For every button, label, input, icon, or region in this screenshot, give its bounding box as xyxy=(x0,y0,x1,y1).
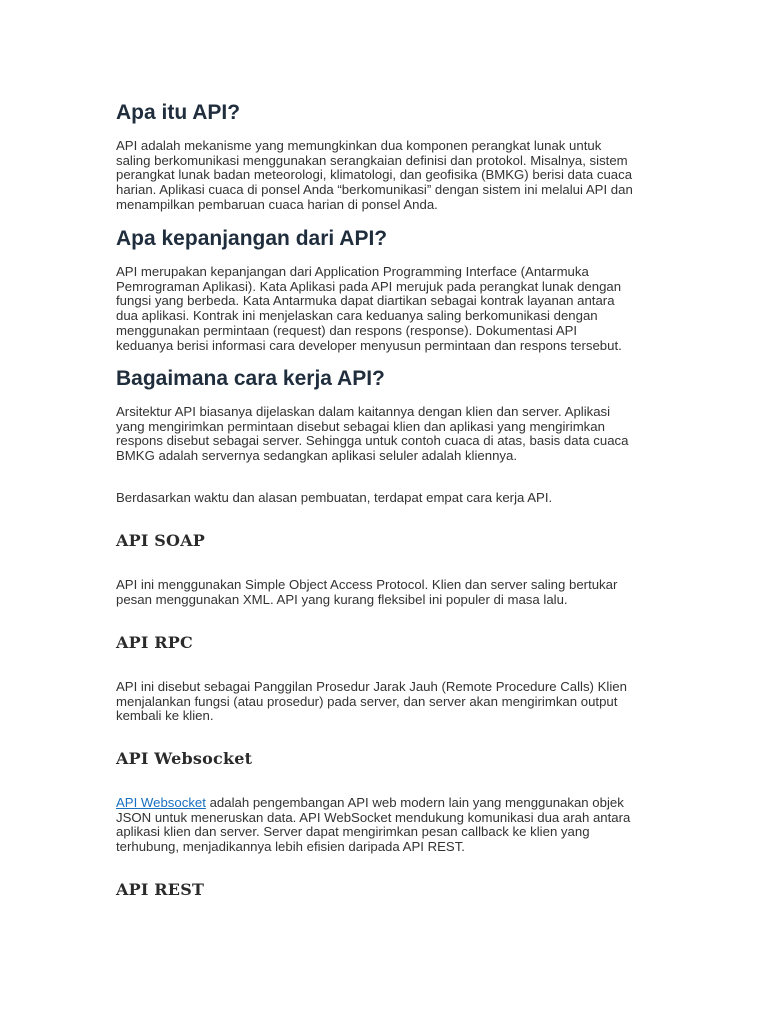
heading-api-websocket: API Websocket xyxy=(116,749,253,768)
heading-api-rpc: API RPC xyxy=(116,633,193,652)
text-line: Arsitektur API biasanya dijelaskan dalam kaitannya dengan klien dan server. Aplikasi xyxy=(116,404,611,419)
text-line: saling berkomunikasi menggunakan serangkaian definisi dan protokol. Misalnya, sistem xyxy=(116,152,628,168)
paragraph-apa-itu-api xyxy=(116,139,656,213)
text-line: dua aplikasi. Kontrak ini menjelaskan cara keduanya saling berkomunikasi dengan xyxy=(116,308,598,324)
text-line: perangkat lunak badan meteorologi, klimatologi, dan geofisika (BMKG) berisi data cuaca xyxy=(116,167,633,183)
text-line: yang mengirimkan permintaan disebut sebagai klien dan aplikasi yang mengirimkan xyxy=(116,418,605,434)
heading-apa-itu-api: Apa itu API? xyxy=(116,101,241,124)
paragraph-cara-kerja-api xyxy=(116,405,656,464)
text-line: menampilkan pembaruan cuaca harian di ponsel Anda. xyxy=(116,196,438,212)
heading-api-rest: API REST xyxy=(116,880,205,899)
text-line: Berdasarkan waktu dan alasan pembuatan, terdapat empat cara kerja API. xyxy=(116,490,553,505)
text-line: fungsi yang berbeda. Kata Antarmuka dapat diartikan sebagai kontrak layanan antara xyxy=(116,293,615,309)
text-line xyxy=(116,796,656,811)
text-line: API merupakan kepanjangan dari Application Programming Interface (Antarmuka xyxy=(116,264,589,279)
text-line: API adalah mekanisme yang memungkinkan dua komponen perangkat lunak untuk xyxy=(116,138,602,153)
paragraph-kepanjangan-api xyxy=(116,265,656,353)
text-line: BMKG adalah servernya sedangkan aplikasi seluler adalah kliennya. xyxy=(116,448,517,464)
text-fragment: adalah pengembangan API web modern lain yang menggunakan objek xyxy=(205,795,624,810)
paragraph-api-soap xyxy=(116,578,656,607)
text-line: menggunakan permintaan (request) dan respons (response). Dokumentasi API xyxy=(116,322,578,338)
text-line: harian. Aplikasi cuaca di ponsel Anda “berkomunikasi” dengan sistem ini melalui API dan xyxy=(116,182,633,198)
text-line: kembali ke klien. xyxy=(116,708,214,724)
heading-api-soap: API SOAP xyxy=(116,531,206,550)
paragraph-intro-cara-kerja xyxy=(116,491,656,506)
text-line: keduanya berisi informasi cara developer menyusun permintaan dan respons tersebut. xyxy=(116,337,622,353)
text-line: terhubung, menjadikannya lebih efisien daripada API REST. xyxy=(116,839,465,855)
text-line: Pemrograman Aplikasi). Kata Aplikasi pada API merujuk pada perangkat lunak dengan xyxy=(116,278,622,294)
paragraph-api-websocket xyxy=(116,796,656,855)
text-line: API ini disebut sebagai Panggilan Prosedur Jarak Jauh (Remote Procedure Calls) Klien xyxy=(116,679,627,694)
heading-cara-kerja-api: Bagaimana cara kerja API? xyxy=(116,367,385,390)
api-websocket-link[interactable]: API Websocket xyxy=(116,795,206,810)
text-line: pesan menggunakan XML. API yang kurang fleksibel ini populer di masa lalu. xyxy=(116,591,568,607)
heading-kepanjangan-api: Apa kepanjangan dari API? xyxy=(116,227,388,250)
paragraph-api-rpc xyxy=(116,680,656,724)
text-line: aplikasi klien dan server. Server dapat mengirimkan pesan callback ke klien yang xyxy=(116,824,590,840)
text-line: respons disebut sebagai server. Sehingga untuk contoh cuaca di atas, basis data cuaca xyxy=(116,433,629,449)
text-line: API ini menggunakan Simple Object Access Protocol. Klien dan server saling bertukar xyxy=(116,577,618,592)
text-line: menjalankan fungsi (atau prosedur) pada server, dan server akan mengirimkan output xyxy=(116,693,618,709)
text-line: JSON untuk meneruskan data. API WebSocket mendukung komunikasi dua arah antara xyxy=(116,809,631,825)
